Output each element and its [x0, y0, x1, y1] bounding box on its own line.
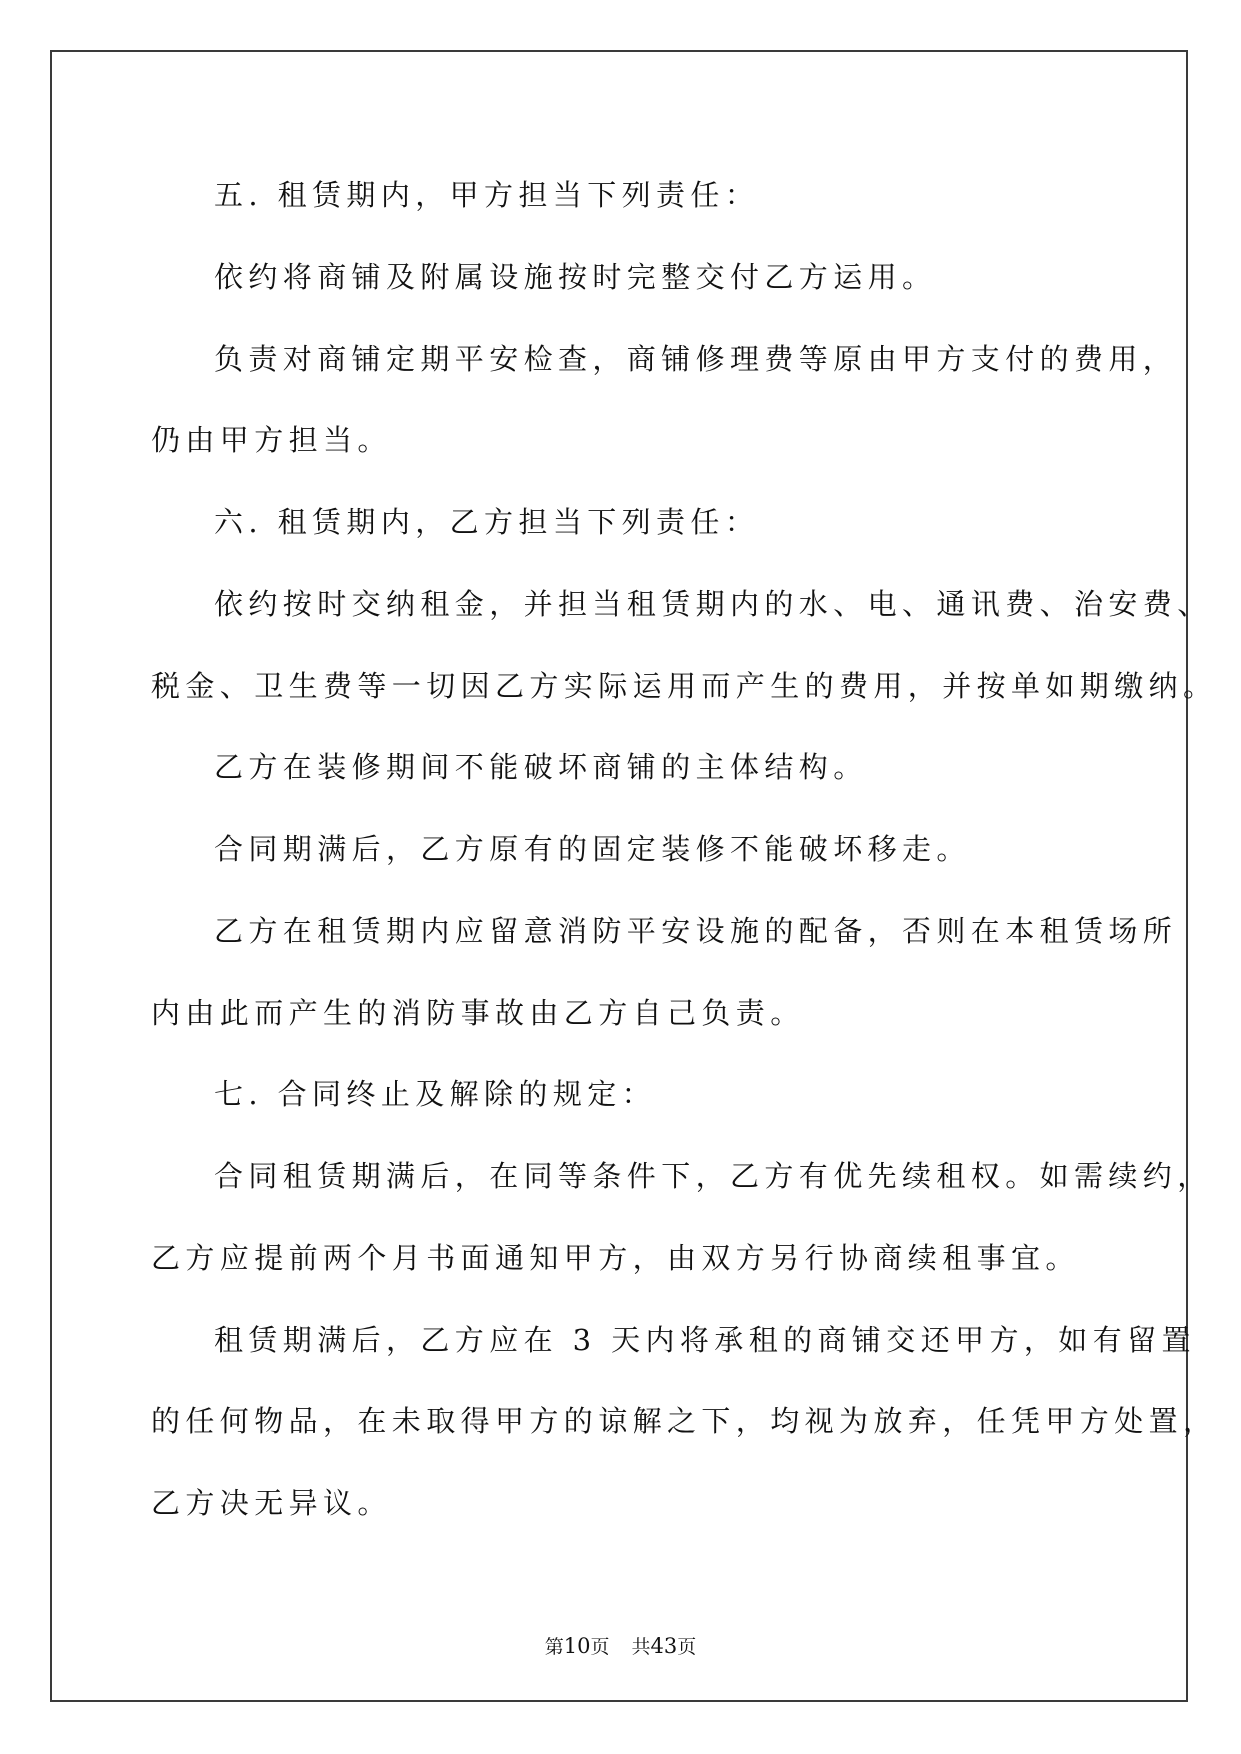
paragraph-line: 税金、卫生费等一切因乙方实际运用而产生的费用，并按单如期缴纳。: [151, 669, 1218, 703]
total-prefix: 共: [631, 1636, 651, 1658]
section-heading-5: 五. 租赁期内，甲方担当下列责任：: [214, 178, 760, 212]
paragraph-line: 内由此而产生的消防事故由乙方自己负责。: [151, 996, 805, 1030]
total-unit: 页: [677, 1636, 697, 1658]
paragraph-line: 乙方决无异议。: [151, 1486, 392, 1520]
page-border: [50, 50, 1188, 1702]
paragraph-line: 依约将商铺及附属设施按时完整交付乙方运用。: [214, 260, 937, 294]
section-heading-6: 六. 租赁期内，乙方担当下列责任：: [214, 505, 760, 539]
paragraph-line: 乙方在装修期间不能破坏商铺的主体结构。: [214, 750, 868, 784]
current-page-number: 10: [563, 1634, 591, 1658]
paragraph-line: 依约按时交纳租金，并担当租赁期内的水、电、通讯费、治安费、: [214, 587, 1212, 621]
paragraph-line: 仍由甲方担当。: [151, 423, 392, 457]
paragraph-line: 合同期满后，乙方原有的固定装修不能破坏移走。: [214, 832, 971, 866]
paragraph-line: 租赁期满后，乙方应在 3 天内将承租的商铺交还甲方，如有留置: [214, 1323, 1196, 1357]
page-prefix: 第: [544, 1636, 564, 1658]
paragraph-line: 负责对商铺定期平安检查，商铺修理费等原由甲方支付的费用，: [214, 342, 1178, 376]
paragraph-line: 的任何物品，在未取得甲方的谅解之下，均视为放弃，任凭甲方处置，: [151, 1404, 1218, 1438]
total-page-count: 43: [650, 1634, 678, 1658]
page-unit: 页: [590, 1636, 610, 1658]
paragraph-line: 合同租赁期满后，在同等条件下，乙方有优先续租权。如需续约，: [214, 1159, 1212, 1193]
section-heading-7: 七. 合同终止及解除的规定：: [214, 1077, 657, 1111]
paragraph-line: 乙方在租赁期内应留意消防平安设施的配备，否则在本租赁场所: [214, 914, 1178, 948]
page-footer: [0, 1634, 1241, 1659]
paragraph-line: 乙方应提前两个月书面通知甲方，由双方另行协商续租事宜。: [151, 1241, 1080, 1275]
